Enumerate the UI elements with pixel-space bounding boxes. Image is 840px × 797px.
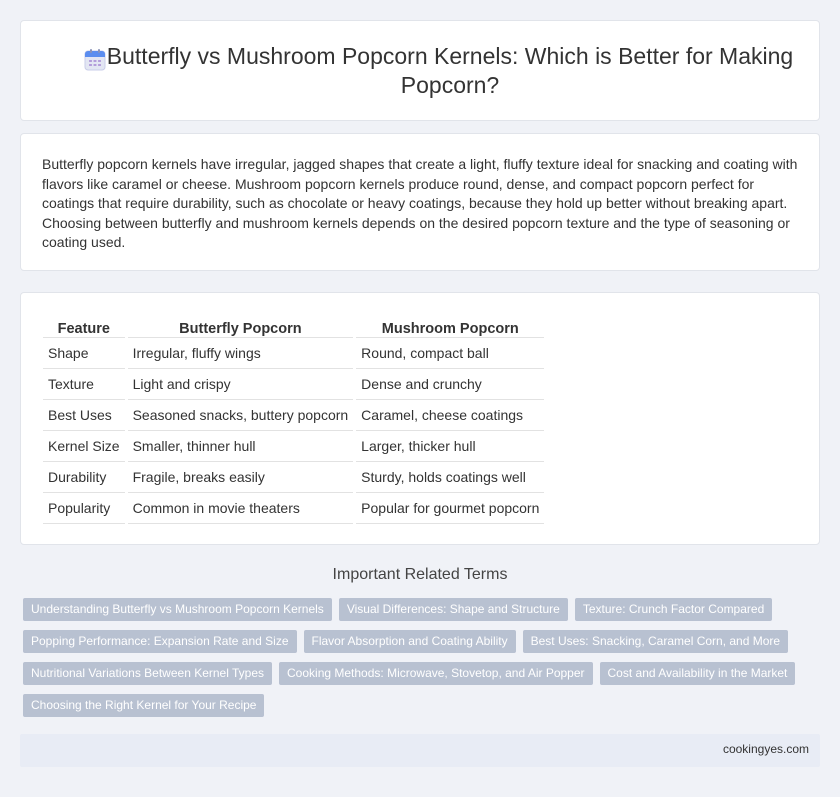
- table-row: [43, 337, 544, 368]
- related-tag-visual-differences[interactable]: Visual Differences: Shape and Structure: [339, 598, 568, 621]
- cell-mushroom: Sturdy, holds coatings well: [355, 461, 545, 492]
- related-tag-flavor-absorption[interactable]: Flavor Absorption and Coating Ability: [304, 630, 516, 653]
- cell-mushroom: Dense and crunchy: [355, 368, 545, 399]
- comparison-table: [43, 315, 544, 524]
- cell-mushroom: Round, compact ball: [355, 337, 545, 368]
- related-tag-nutritional[interactable]: Nutritional Variations Between Kernel Types: [23, 662, 272, 685]
- related-tag-choosing[interactable]: Choosing the Right Kernel for Your Recipe: [23, 694, 264, 717]
- header-feature: Feature: [57, 320, 110, 337]
- related-terms-title: Important Related Terms: [332, 566, 508, 583]
- cell-butterfly: Smaller, thinner hull: [126, 430, 355, 461]
- cell-butterfly: Common in movie theaters: [126, 492, 355, 523]
- related-tag-best-uses[interactable]: Best Uses: Snacking, Caramel Corn, and More: [523, 630, 788, 653]
- cell-butterfly: Fragile, breaks easily: [126, 461, 355, 492]
- table-row: [43, 461, 544, 492]
- cell-feature: Popularity: [43, 492, 126, 523]
- cell-mushroom: Larger, thicker hull: [355, 430, 545, 461]
- table-row: [43, 399, 544, 430]
- table-row: [43, 368, 544, 399]
- related-tag-texture[interactable]: Texture: Crunch Factor Compared: [575, 598, 772, 621]
- header-card: [20, 20, 820, 121]
- cell-butterfly: Irregular, fluffy wings: [126, 337, 355, 368]
- related-tag-popping-performance[interactable]: Popping Performance: Expansion Rate and Size: [23, 630, 297, 653]
- page-title: Butterfly vs Mushroom Popcorn Kernels: Which is Better for Making Popcorn?: [106, 42, 794, 98]
- related-tags: [23, 598, 813, 717]
- cell-feature: Shape: [43, 337, 126, 368]
- header-butterfly: Butterfly Popcorn: [126, 315, 355, 337]
- related-tag-understanding[interactable]: Understanding Butterfly vs Mushroom Popcorn Kernels: [23, 598, 332, 621]
- cell-butterfly: Light and crispy: [126, 368, 355, 399]
- cell-feature: Best Uses: [43, 399, 126, 430]
- related-tag-cost[interactable]: Cost and Availability in the Market: [600, 662, 796, 685]
- summary-card: [20, 133, 820, 271]
- cell-mushroom: Caramel, cheese coatings: [355, 399, 545, 430]
- cell-feature: Durability: [43, 461, 126, 492]
- summary-text: Butterfly popcorn kernels have irregular, jagged shapes that create a light, fluffy texture ideal for snacking and coating with flavors like caramel or cheese. Mushroom popcorn kernels produce round, dense, and compact popcorn perfect for coatings that require durability, such as chocolate or heavy coatings, because they hold up better without breaking apart. Choosing between butterfly and mushroom kernels depends on the desired popcorn texture and the type of seasoning or coating used.: [42, 156, 798, 251]
- cell-butterfly: Seasoned snacks, buttery popcorn: [126, 399, 355, 430]
- cell-feature: Kernel Size: [43, 430, 126, 461]
- table-card: [20, 292, 820, 545]
- footer: [20, 734, 820, 767]
- cell-feature: Texture: [43, 368, 126, 399]
- table-header-row: [43, 315, 544, 337]
- related-tag-cooking-methods[interactable]: Cooking Methods: Microwave, Stovetop, and Air Popper: [279, 662, 593, 685]
- footer-domain[interactable]: cookingyes.com: [722, 742, 809, 756]
- title-wrap: [21, 21, 819, 120]
- table-row: [43, 430, 544, 461]
- header-mushroom: Mushroom Popcorn: [355, 315, 545, 337]
- table-row: [43, 492, 544, 523]
- cell-mushroom: Popular for gourmet popcorn: [355, 492, 545, 523]
